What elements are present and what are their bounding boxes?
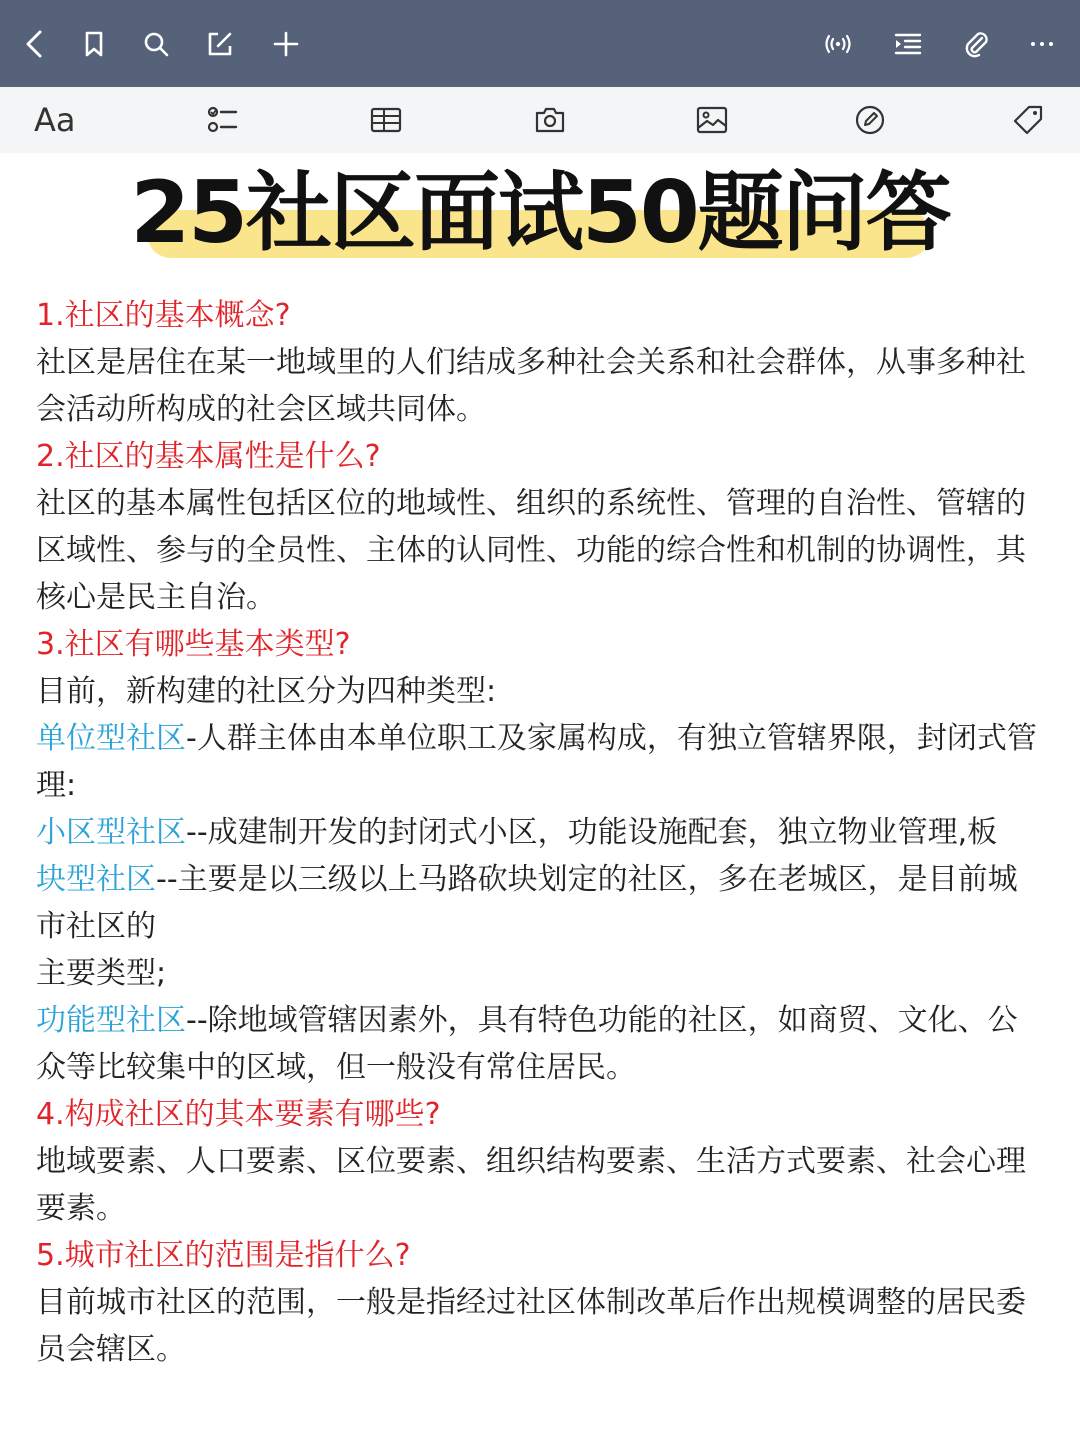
pencil-circle-icon[interactable] (846, 97, 894, 143)
community-type-1 (36, 715, 1046, 809)
camera-icon[interactable] (526, 97, 574, 143)
image-icon[interactable] (688, 97, 736, 143)
community-type-2 (36, 809, 1046, 856)
table-icon[interactable] (362, 97, 410, 143)
type-2-desc: --成建制开发的封闭式小区，功能设施配套，独立物业管理,板 (186, 815, 998, 850)
community-type-4 (36, 997, 1046, 1091)
back-icon[interactable] (14, 22, 58, 66)
question-2: 2.社区的基本属性是什么? (36, 439, 381, 474)
type-3-name: 块型社区 (36, 862, 156, 897)
formatting-toolbar (0, 87, 1080, 153)
answer-3-intro: 目前，新构建的社区分为四种类型: (36, 674, 497, 709)
broadcast-icon[interactable] (816, 22, 860, 66)
checklist-icon[interactable] (198, 97, 246, 143)
list-indent-icon[interactable] (886, 22, 930, 66)
community-type-3-cont: 主要类型; (36, 956, 167, 991)
font-format-button[interactable]: Aa (34, 101, 76, 139)
question-4: 4.构成社区的其本要素有哪些? (36, 1097, 441, 1132)
more-icon[interactable] (1020, 22, 1064, 66)
community-type-3 (36, 856, 1046, 950)
title-area (0, 160, 1080, 270)
top-navigation-bar (0, 0, 1080, 87)
edit-icon[interactable] (198, 22, 242, 66)
answer-2: 社区的基本属性包括区位的地域性、组织的系统性、管理的自治性、管辖的区域性、参与的全员性、主体的认同性、功能的综合性和机制的协调性，其核心是民主自治。 (36, 486, 1026, 615)
type-3-desc: --主要是以三级以上马路砍块划定的社区，多在老城区，是目前城市社区的 (36, 862, 1018, 944)
bookmark-icon[interactable] (72, 22, 116, 66)
plus-icon[interactable] (264, 22, 308, 66)
note-content (36, 292, 1046, 1373)
type-1-desc: -人群主体由本单位职工及家属构成，有独立管辖界限，封闭式管理: (36, 721, 1037, 803)
answer-4: 地域要素、人口要素、区位要素、组织结构要素、生活方式要素、社会心理要素。 (36, 1144, 1026, 1226)
answer-5: 目前城市社区的范围，一般是指经过社区体制改革后作出规模调整的居民委员会辖区。 (36, 1285, 1026, 1367)
paperclip-icon[interactable] (954, 22, 998, 66)
type-4-desc: --除地域管辖因素外，具有特色功能的社区，如商贸、文化、公众等比较集中的区域，但一般没有常住居民。 (36, 1003, 1018, 1085)
answer-1: 社区是居住在某一地域里的人们结成多种社会关系和社会群体，从事多种社会活动所构成的社会区域共同体。 (36, 345, 1026, 427)
question-1: 1.社区的基本概念? (36, 298, 291, 333)
tag-icon[interactable] (1004, 97, 1052, 143)
type-1-name: 单位型社区 (36, 721, 186, 756)
page-title: 25社区面试50题问答 (130, 163, 950, 263)
type-4-name: 功能型社区 (36, 1003, 186, 1038)
search-icon[interactable] (134, 22, 178, 66)
type-2-name: 小区型社区 (36, 815, 186, 850)
question-3: 3.社区有哪些基本类型? (36, 627, 351, 662)
question-5: 5.城市社区的范围是指什么? (36, 1238, 411, 1273)
